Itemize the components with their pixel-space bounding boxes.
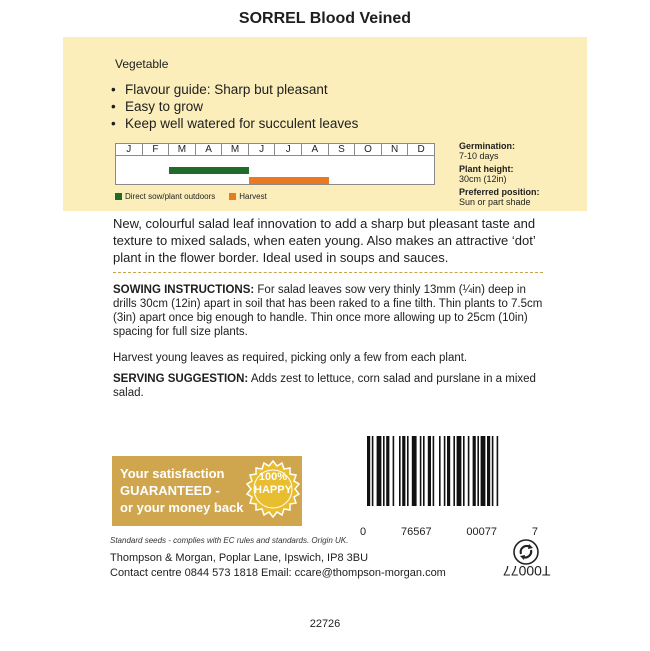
feature-item: • Easy to grow	[111, 98, 358, 115]
barcode-bar	[468, 436, 470, 506]
barcode-bar	[453, 436, 455, 506]
barcode-bar	[420, 436, 422, 506]
barcode-bar	[386, 436, 389, 506]
month-label: S	[329, 144, 356, 155]
guarantee-line: GUARANTEED -	[120, 483, 220, 498]
month-label: A	[196, 144, 223, 155]
barcode-bar	[383, 436, 385, 506]
month-label: O	[355, 144, 382, 155]
serving-heading: SERVING SUGGESTION:	[113, 373, 249, 385]
barcode-bar	[439, 436, 441, 506]
sowing-heading: SOWING INSTRUCTIONS:	[113, 284, 255, 296]
satisfaction-guarantee-badge	[112, 456, 302, 526]
sow-swatch	[115, 193, 122, 200]
barcode-digit-group: 76567	[400, 526, 432, 538]
legend-harvest	[229, 192, 267, 201]
barcode-bar	[477, 436, 479, 506]
barcode-bar	[412, 436, 417, 506]
barcode-bar	[423, 436, 425, 506]
harvest-swatch	[229, 193, 236, 200]
batch-number: 22726	[309, 618, 341, 630]
product-code: T00077	[503, 563, 551, 579]
barcode-bar	[402, 436, 405, 506]
barcode-bar	[487, 436, 490, 506]
recycle-icon	[513, 539, 539, 565]
barcode-bar	[407, 436, 409, 506]
guarantee-line: Your satisfaction	[120, 466, 225, 481]
seal-line: 100%	[258, 471, 288, 483]
barcode-bar	[367, 436, 370, 506]
sowing-text: For salad leaves sow very thinly 13mm (¼in) deep in drills 30cm (12in) apart in soil that has been raked to a fine tilth. Thin plants to 7.5cm (3in) apart once big enough to handle. Thin once more allowing up to 25cm (10in) spacing for full size plants.	[113, 284, 543, 338]
legend-sow	[115, 192, 215, 201]
legend-harvest-label: Harvest	[239, 192, 267, 201]
height-label: Plant height:	[459, 164, 514, 174]
feature-item: • Flavour guide: Sharp but pleasant	[111, 81, 358, 98]
serving-suggestion	[113, 372, 543, 400]
month-label: M	[222, 144, 249, 155]
barcode-bar	[481, 436, 486, 506]
barcode-bar	[372, 436, 374, 506]
sowing-calendar	[115, 143, 435, 185]
month-label: J	[249, 144, 276, 155]
germination-label: Germination:	[459, 141, 516, 151]
sow-period-bar	[169, 167, 249, 174]
guarantee-text	[120, 465, 244, 516]
calendar-months	[116, 144, 434, 156]
germination-value: 7-10 days	[459, 151, 499, 161]
month-label: J	[275, 144, 302, 155]
company-info	[110, 551, 446, 581]
height-value: 30cm (12in)	[459, 174, 507, 184]
growing-facts	[459, 141, 540, 210]
barcode-bar	[463, 436, 465, 506]
standards-note: Standard seeds - complies with EC rules and standards. Origin UK.	[110, 536, 349, 545]
company-address: Thompson & Morgan, Poplar Lane, Ipswich, IP8 3BU	[110, 552, 369, 564]
barcode-bar	[399, 436, 401, 506]
contact-line: Contact centre 0844 573 1818 Email: ccare@thompson-morgan.com	[110, 567, 446, 579]
product-description: New, colourful salad leaf innovation to add a sharp but pleasant taste and texture to mixed salads, when eaten young. Also makes an attractive ‘dot’ plant in the flower border. Ideal used in soups and sauces.	[113, 216, 536, 265]
calendar-legend	[115, 192, 267, 201]
feature-list	[111, 81, 358, 132]
barcode-bar	[492, 436, 494, 506]
harvest-text: Harvest young leaves as required, picking only a few from each plant.	[113, 352, 468, 364]
info-panel	[63, 37, 587, 211]
seal-line: HAPPY	[254, 484, 292, 496]
seal-text	[244, 471, 302, 497]
barcode-bar	[447, 436, 450, 506]
packet-title: SORREL Blood Veined	[238, 10, 412, 27]
barcode-digit-group: 0	[360, 526, 367, 538]
position-value: Sun or part shade	[459, 197, 531, 207]
barcode-bar	[393, 436, 395, 506]
position-label: Preferred position:	[459, 187, 540, 197]
legend-sow-label: Direct sow/plant outdoors	[125, 192, 216, 201]
barcode	[367, 436, 537, 506]
month-label: N	[382, 144, 409, 155]
month-label: F	[143, 144, 170, 155]
category-label: Vegetable	[115, 57, 169, 71]
sowing-instructions	[113, 283, 543, 339]
serving-text: Adds zest to lettuce, corn salad and purslane in a mixed salad.	[113, 373, 536, 399]
barcode-bar	[433, 436, 435, 506]
barcode-bar	[457, 436, 462, 506]
month-label: A	[302, 144, 329, 155]
barcode-digits	[360, 526, 538, 538]
feature-item: • Keep well watered for succulent leaves	[111, 115, 358, 132]
barcode-digit-group: 00077	[466, 526, 497, 538]
harvest-period-bar	[249, 177, 329, 184]
month-label: D	[417, 144, 425, 155]
guarantee-line: or your money back	[120, 500, 244, 515]
barcode-digit-group: 7	[531, 526, 538, 538]
section-divider	[113, 272, 543, 273]
barcode-bar	[377, 436, 382, 506]
barcode-bar	[444, 436, 446, 506]
month-label: J	[116, 144, 143, 155]
barcode-bar	[473, 436, 476, 506]
barcode-bar	[428, 436, 431, 506]
barcode-bar	[497, 436, 499, 506]
month-label: M	[169, 144, 196, 155]
